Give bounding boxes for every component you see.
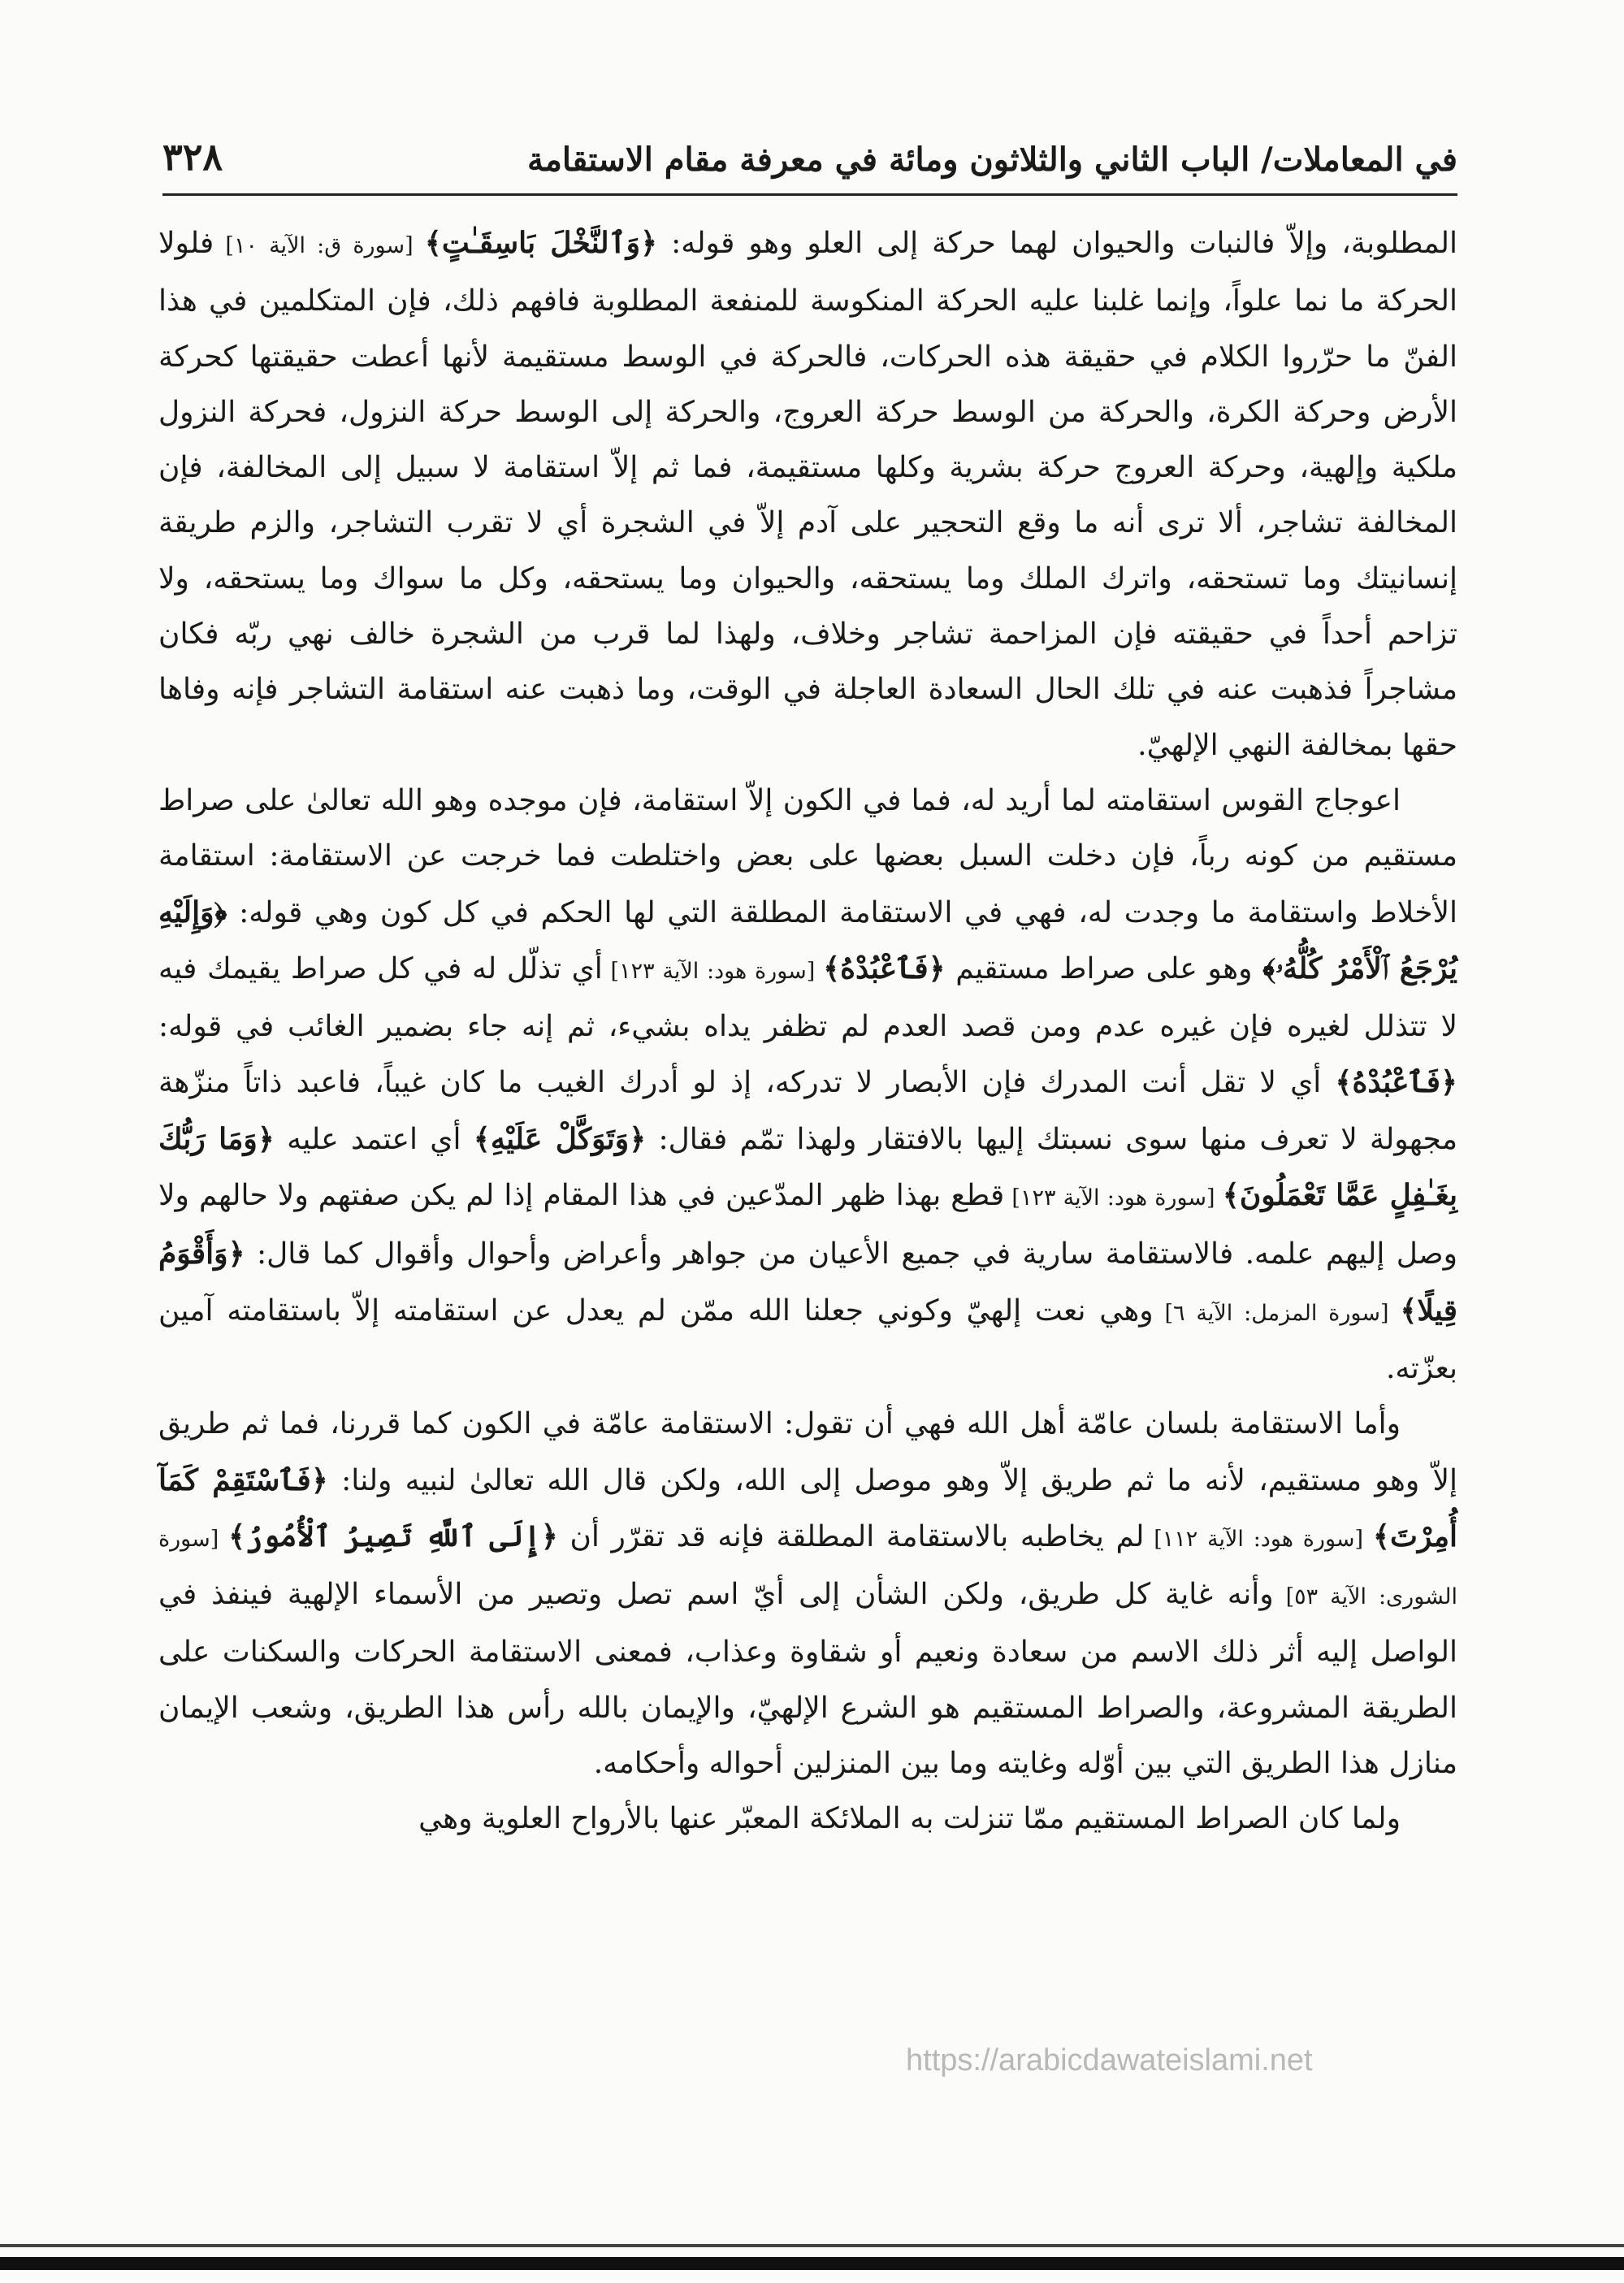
quran-verse: ﴿وَمَا رَبُّكَ بِغَـٰفِلٍ عَمَّا تَعْمَلُونَ﴾ xyxy=(158,1121,1457,1213)
quran-verse: ﴿وَأَقْوَمُ قِيلًا﴾ xyxy=(158,1237,1457,1328)
scan-edge-line xyxy=(0,2244,1624,2247)
paragraph-text: أي لا تقل أنت المدرك فإن الأبصار لا تدركه، إذ لو أدرك الغيب ما كان غيباً، فاعبد ذاتاً منزّهة مجهولة لا تعرف منها سوى نسبتك إليها بالافتقار ولهذا تمّم فقال: xyxy=(158,1066,1458,1156)
paragraph-text: وأنه غاية كل طريق، ولكن الشأن إلى أيّ اسم تصل وتصير من الأسماء الإلهية فينفذ في الواصل إليه أثر ذلك الاسم من سعادة ونعيم أو شقاوة وعذاب، فمعنى الاستقامة الحركات والسكنات على الطريقة المشروعة، والصراط المستقيم هو الشرع الإلهيّ، والإيمان بالله رأس هذا الطريق، وشعب الإيمان منازل هذا الطريق التي بين أوّله وغايته وما بين المنزلين أحواله وأحكامه. xyxy=(158,1578,1457,1781)
paragraph-text: أي اعتمد عليه xyxy=(274,1122,474,1156)
paragraph xyxy=(158,1791,1457,1847)
quran-verse: ﴿فَٱعْبُدْهُ﴾ xyxy=(1335,1065,1457,1100)
paragraph-text: وهو على صراط مستقيم xyxy=(945,951,1263,986)
paragraph-text: وهي نعت إلهيّ وكوني جعلنا الله ممّن لم يعدل عن استقامته إلاّ باستقامته آمين بعزّته. xyxy=(158,1293,1457,1385)
verse-citation: [سورة الشورى: الآية ٥٣] xyxy=(158,1526,1457,1610)
page-number: ٣٢٨ xyxy=(162,135,223,179)
quran-verse: ﴿وَإِلَيْهِ يُرْجَعُ ٱلْأَمْرُ كُلُّهُۥ﴾ xyxy=(158,895,1457,986)
paragraph-text: ولما كان الصراط المستقيم ممّا تنزلت به الملائكة المعبّر عنها بالأرواح العلوية وهي xyxy=(418,1802,1401,1836)
quran-verse: ﴿وَتَوَكَّلْ عَلَيْهِ﴾ xyxy=(473,1121,647,1156)
quran-verse: ﴿فَٱعْبُدْهُ﴾ xyxy=(823,951,946,986)
verse-citation: [سورة ق: الآية ١٠] xyxy=(214,233,425,258)
scan-edge-bar xyxy=(0,2257,1624,2270)
paragraph-text: أي تذلّل له في كل صراط يقيمك فيه لا تتذلل لغيره فإن غيره عدم ومن قصد العدم لم تظفر يداه بشيء، ثم إنه جاء بضمير الغائب في قوله: xyxy=(158,951,1457,1044)
verse-citation: [سورة هود: الآية ١٢٣] xyxy=(602,958,824,984)
quran-verse: ﴿إِلَى ٱللَّهِ تَصِيرُ ٱلْأُمُورُ﴾ xyxy=(228,1518,558,1553)
body-text xyxy=(158,215,1457,1848)
page-header xyxy=(162,114,1457,179)
quran-verse: ﴿فَٱسْتَقِمْ كَمَآ أُمِرْتَ﴾ xyxy=(158,1462,1457,1553)
paragraph-text: وأما الاستقامة بلسان عامّة أهل الله فهي أن تقول: الاستقامة عامّة في الكون كما قررنا، فما ثم طريق إلاّ وهو مستقيم، لأنه ما ثم طريق إلاّ وهو موصل إلى الله، ولكن قال الله تعالىٰ لنبيه ولنا: xyxy=(158,1407,1458,1497)
paragraph-text: قطع بهذا ظهر المدّعين في هذا المقام إذا لم يكن صفتهم ولا حالهم ولا وصل إليهم علمه. فالاستقامة سارية في جميع الأعيان من جواهر وأعراض وأحوال وأقوال كما قال: xyxy=(158,1179,1457,1271)
verse-citation: [سورة هود: الآية ١٢٣] xyxy=(1004,1185,1223,1211)
paragraph-text: فلولا الحركة ما نما علواً، وإنما غلبنا عليه الحركة المنكوسة للمنفعة المطلوبة فافهم ذلك، فإن المتكلمين في هذا الفنّ ما حرّروا الكلام في حقيقة هذه الحركات، فالحركة في الوسط مستقيمة لأنها أعطت حقيقتها كحركة الأرض وحركة الكرة، والحركة من الوسط حركة العروج، والحركة إلى الوسط حركة النزول، فحركة النزول ملكية وإلهية، وحركة العروج حركة بشرية وكلها مستقيمة، فما ثم إلاّ استقامة لا سبيل إلى المخالفة، فإن المخالفة تشاجر، ألا ترى أنه ما وقع التحجير على آدم إلاّ في الشجرة أي لا تقرب التشاجر، والزم طريقة إنسانيتك وما تستحقه، واترك الملك وما يستحقه، والحيوان وما يستحقه، وكل ما سواك وما يستحقه، ولا تزاحم أحداً في حقيقته فإن المزاحمة تشاجر وخلاف، ولهذا لما قرب من الشجرة خالف نهي ربّه فكان مشاجراً فذهبت عنه في تلك الحال السعادة العاجلة في الوقت، وما ذهبت عنه استقامة التشاجر فإنه وفاها حقها بمخالفة النهي الإلهيّ. xyxy=(158,227,1457,762)
verse-citation: [سورة هود: الآية ١١٢] xyxy=(1144,1526,1373,1552)
header-rule xyxy=(162,193,1457,196)
paragraph-text: المطلوبة، وإلاّ فالنبات والحيوان لهما حركة إلى العلو وهو قوله: xyxy=(657,227,1458,260)
running-title: في المعاملات/ الباب الثاني والثلاثون ومائة في معرفة مقام الاستقامة xyxy=(527,141,1457,179)
watermark-url: https://arabicdawateislami.net xyxy=(906,2043,1313,2077)
verse-citation: [سورة المزمل: الآية ٦] xyxy=(1153,1300,1401,1326)
paragraph xyxy=(158,773,1457,1397)
paragraph xyxy=(158,1397,1457,1791)
paragraph-text: اعوجاج القوس استقامته لما أريد له، فما في الكون إلاّ استقامة، فإن موجده وهو الله تعالىٰ على صراط مستقيم من كونه رباً، فإن دخلت السبل بعضها على بعض واختلطت فما خرجت عن الاستقامة: استقامة الأخلاط واستقامة ما وجدت له، فهي في الاستقامة المطلقة التي لها الحكم في كل كون وهي قوله: xyxy=(158,783,1457,929)
paragraph xyxy=(158,215,1457,773)
quran-verse: ﴿وَٱلنَّخْلَ بَاسِقَـٰتٍ﴾ xyxy=(424,226,658,260)
paragraph-text: لم يخاطبه بالاستقامة المطلقة فإنه قد تقرّر أن xyxy=(557,1519,1145,1553)
